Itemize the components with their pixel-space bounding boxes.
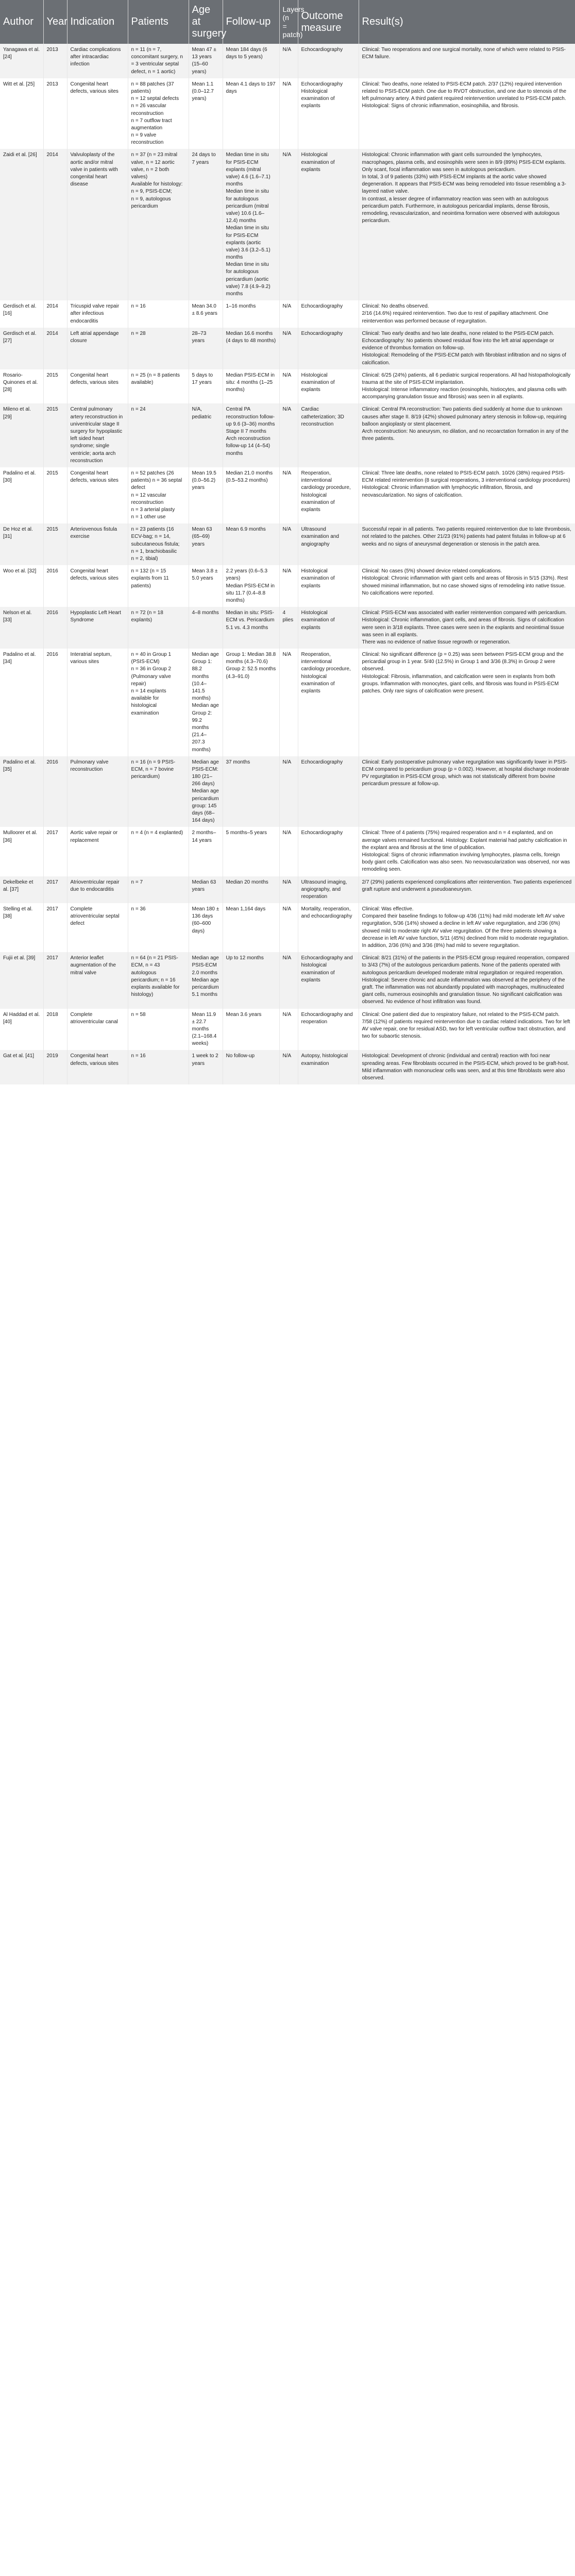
cell-year: 2014 (43, 328, 67, 369)
literature-review-table (0, 0, 575, 1084)
cell-results: Clinical: Central PA reconstruction: Two patients died suddenly at home due to unknown causes after stage II. 8/19 (42%) showed pulmonary artery stenosis in follow-up, requiring balloon angioplasty or stent placement. Arch reconstruction: No aneurysm, no dilation, and no recoarctation formation in any of the three patients. (359, 403, 575, 467)
cell-age: 5 days to 17 years (189, 369, 223, 404)
cell-patients: n = 64 (n = 21 PSIS-ECM, n = 43 autologous pericardium; n = 16 explants available for histology) (128, 952, 189, 1008)
table-row (0, 523, 575, 565)
cell-results: Clinical: No cases (5%) showed device related complications. Histological: Chronic inflammation with giant cells and areas of fibrosis in 5/15 (33%). Rest showed minimal inflammation, but no case showed signs of remodeling into native tissue. No calcifications were reported. (359, 565, 575, 607)
cell-results: Clinical: One patient died due to respiratory failure, not related to the PSIS-ECM patch. 7/58 (12%) of patients required reintervention due to cardiac related indications. Two for left AV valve repair, one for residual ASD, two for left ventricular outflow tract obstruction, and two for subaortic stenosis. (359, 1009, 575, 1050)
cell-indication: Left atrial appendage closure (67, 328, 128, 369)
cell-author: Gerdisch et al. [27] (0, 328, 43, 369)
cell-age: 2 months–14 years (189, 827, 223, 876)
cell-follow-up: Median 21.0 months (0.5–53.2 months) (223, 467, 279, 523)
cell-layers: N/A (279, 827, 298, 876)
cell-age: Mean 63 (65–69) years (189, 523, 223, 565)
table-row (0, 78, 575, 149)
table-row (0, 1009, 575, 1050)
table-row (0, 44, 575, 78)
cell-outcome: Echocardiography (298, 756, 359, 827)
cell-age: N/A, pediatric (189, 403, 223, 467)
cell-indication: Anterior leaflet augmentation of the mitral valve (67, 952, 128, 1008)
cell-patients: n = 7 (128, 876, 189, 904)
cell-results: Successful repair in all patients. Two patients required reintervention due to late thrombosis, not related to the patches. Other 21/23 (91%) patients had patent fistulas in follow-up at 6 weeks and no signs of aneurysmal degeneration or stenosis in the patch area. (359, 523, 575, 565)
cell-patients: n = 25 (n = 8 patients available) (128, 369, 189, 404)
cell-outcome: Echocardiography (298, 827, 359, 876)
cell-age: 4–8 months (189, 607, 223, 649)
column-header-follow-up: Follow-up (223, 0, 279, 44)
cell-follow-up: Up to 12 months (223, 952, 279, 1008)
table-row (0, 607, 575, 649)
cell-author: Stelling et al. [38] (0, 903, 43, 952)
cell-author: Al Haddad et al. [40] (0, 1009, 43, 1050)
cell-layers: N/A (279, 1050, 298, 1084)
cell-follow-up: Median 20 months (223, 876, 279, 904)
cell-outcome: Autopsy, histological examination (298, 1050, 359, 1084)
cell-outcome: Histological examination of explants (298, 369, 359, 404)
cell-patients: n = 88 patches (37 patients) n = 12 septal defects n = 26 vascular reconstruction n = 7 outflow tract augmentation n = 9 valve reconstruction (128, 78, 189, 149)
cell-year: 2016 (43, 565, 67, 607)
cell-indication: Cardiac complications after intracardiac infection (67, 44, 128, 78)
cell-outcome: Reoperation, interventional cardiology procedure, histological examination of explants (298, 467, 359, 523)
cell-year: 2013 (43, 44, 67, 78)
cell-author: Mileno et al. [29] (0, 403, 43, 467)
table-row (0, 876, 575, 904)
cell-patients: n = 132 (n = 15 explants from 11 patients) (128, 565, 189, 607)
cell-author: Witt et al. [25] (0, 78, 43, 149)
table-row (0, 403, 575, 467)
cell-year: 2015 (43, 523, 67, 565)
table-row (0, 952, 575, 1008)
table-row (0, 467, 575, 523)
cell-author: Yanagawa et al. [24] (0, 44, 43, 78)
cell-follow-up: Mean 3.6 years (223, 1009, 279, 1050)
cell-indication: Valvuloplasty of the aortic and/or mitral valve in patients with congenital heart disease (67, 149, 128, 300)
cell-layers: N/A (279, 952, 298, 1008)
cell-follow-up: Median time in situ for PSIS-ECM explants (mitral valve) 4.6 (1.6–7.1) months Median time in situ for autologous pericardium (mitral valve) 10.6 (1.6–12.4) months Median time in situ for PSIS-ECM explants (aortic valve) 3.6 (3.2–5.1) months Median time in situ for autologous pericardium (aortic valve) 7.8 (4.9–9.2) months (223, 149, 279, 300)
cell-outcome: Echocardiography (298, 300, 359, 328)
cell-results: Clinical: Two reoperations and one surgical mortality, none of which were related to PSIS-ECM failure. (359, 44, 575, 78)
cell-results: Clinical: 6/25 (24%) patients, all 6 pediatric surgical reoperations. All had histopathologically trauma at the site of PSIS-ECM implantation. Histological: Intense inflammatory reaction (eosinophils, histiocytes, and plasma cells with accompanying granulation tissue and fibrosis) was seen in all explants. (359, 369, 575, 404)
cell-patients: n = 4 (n = 4 explanted) (128, 827, 189, 876)
cell-patients: n = 11 (n = 7, concomitant surgery, n = 3 ventricular septal defect, n = 1 aortic) (128, 44, 189, 78)
cell-patients: n = 24 (128, 403, 189, 467)
cell-layers: 4 plies (279, 607, 298, 649)
cell-age: 1 week to 2 years (189, 1050, 223, 1084)
cell-patients: n = 28 (128, 328, 189, 369)
column-header-age: Age at surgery (189, 0, 223, 44)
cell-author: Woo et al. [32] (0, 565, 43, 607)
table-row (0, 369, 575, 404)
cell-year: 2014 (43, 300, 67, 328)
cell-indication: Pulmonary valve reconstruction (67, 756, 128, 827)
header-row (0, 0, 575, 44)
cell-age: Mean 47 ± 13 years (15–60 years) (189, 44, 223, 78)
cell-author: Gerdisch et al. [16] (0, 300, 43, 328)
cell-age: Median age PSIS-ECM 2.0 months Median age pericardium 5.1 months (189, 952, 223, 1008)
cell-indication: Congenital heart defects, various sites (67, 565, 128, 607)
cell-year: 2017 (43, 827, 67, 876)
cell-follow-up: Group 1: Median 38.8 months (4.3–70.6) Group 2: 52.5 months (4.3–91.0) (223, 649, 279, 756)
cell-layers: N/A (279, 300, 298, 328)
cell-outcome: Echocardiography and histological examination of explants (298, 952, 359, 1008)
cell-indication: Complete atrioventricular septal defect (67, 903, 128, 952)
cell-indication: Congenital heart defects, various sites (67, 1050, 128, 1084)
cell-age: Mean 1.1 (0.0–12.7 years) (189, 78, 223, 149)
cell-layers: N/A (279, 876, 298, 904)
cell-author: Padalino et al. [34] (0, 649, 43, 756)
cell-indication: Congenital heart defects, various sites (67, 369, 128, 404)
cell-indication: Arteriovenous fistula exercise (67, 523, 128, 565)
cell-patients: n = 37 (n = 23 mitral valve, n = 12 aortic valve, n = 2 both valves) Available for histology: n = 9, PSIS-ECM; n = 9, autologous pericardium (128, 149, 189, 300)
cell-author: Gat et al. [41] (0, 1050, 43, 1084)
cell-follow-up: Central PA reconstruction follow-up 9.6 (3–36) months Stage II 7 months Arch reconstruction follow-up 14 (4–54) months (223, 403, 279, 467)
cell-follow-up: 1–16 months (223, 300, 279, 328)
cell-results: Clinical: No deaths observed. 2/16 (14.6%) required reintervention. Two due to rest of papillary attachment. One reintervention was performed because of regurgitation. (359, 300, 575, 328)
cell-year: 2017 (43, 952, 67, 1008)
cell-outcome: Reoperation, interventional cardiology procedure, histological examination of explants (298, 649, 359, 756)
cell-year: 2019 (43, 1050, 67, 1084)
cell-follow-up: No follow-up (223, 1050, 279, 1084)
cell-follow-up: 37 months (223, 756, 279, 827)
table-body (0, 44, 575, 1084)
cell-layers: N/A (279, 44, 298, 78)
cell-patients: n = 58 (128, 1009, 189, 1050)
cell-year: 2016 (43, 607, 67, 649)
column-header-results: Result(s) (359, 0, 575, 44)
cell-layers: N/A (279, 78, 298, 149)
table-row (0, 1050, 575, 1084)
cell-layers: N/A (279, 565, 298, 607)
cell-age: Mean 3.8 ± 5.0 years (189, 565, 223, 607)
cell-follow-up: Mean 4.1 days to 197 days (223, 78, 279, 149)
cell-year: 2015 (43, 369, 67, 404)
cell-age: Median age PSIS-ECM: 180 (21–266 days) Median age pericardium group: 145 days (68–164 days) (189, 756, 223, 827)
cell-outcome: Echocardiography and reoperation (298, 1009, 359, 1050)
cell-results: Clinical: 8/21 (31%) of the patients in the PSIS-ECM group required reoperation, compared to 3/43 (7%) of the autologous pericardium patients. None of the patients operated with autologous pericardium developed moderate mitral regurgitation or required reoperation. Histological: Severe chronic and acute inflammation was observed at the periphery of the graft. The inflammation was not abundantly populated with macrophages, multinucleated giant cells, numerous eosinophils and granulation tissue. No significant calcification was observed. No evidence of host infiltration was found. (359, 952, 575, 1008)
cell-follow-up: Mean 6.9 months (223, 523, 279, 565)
cell-results: Clinical: Three of 4 patients (75%) required reoperation and n = 4 explanted, and on average valves remained functional. Histology: Explant material had patchy calcification in the explant area and fibrosis at the time of publication. Histological: Signs of chronic inflammation involving lymphocytes, plasma cells, foreign body giant cells. Calcification was also seen. No neovascularization was observed, nor was remodeling seen. (359, 827, 575, 876)
cell-indication: Central pulmonary artery reconstruction in univentricular stage II surgery for hypoplastic left sided heart syndrome; single ventricle; aorta arch reconstruction (67, 403, 128, 467)
cell-indication: Congenital heart defects, various sites (67, 467, 128, 523)
column-header-layers: Layers (n = patch) (279, 0, 298, 44)
column-header-patients: Patients (128, 0, 189, 44)
cell-results: Clinical: Three late deaths, none related to PSIS-ECM patch. 10/26 (38%) required PSIS-ECM related reintervention (8 surgical reoperations, 3 interventional cardiology procedures) Histological: Chronic inflammation with lymphocytic infiltration, fibrosis, and neovascularization. No signs of calcification. (359, 467, 575, 523)
cell-year: 2015 (43, 467, 67, 523)
cell-author: Rosario-Quinones et al. [28] (0, 369, 43, 404)
table-row (0, 300, 575, 328)
cell-author: Padalino et al. [30] (0, 467, 43, 523)
cell-results: Histological: Development of chronic (individual and central) reaction with foci near spreading areas. Few fibroblasts occurred in the PSIS-ECM, which proved to be graft-host. Mild inflammation with mononuclear cells was seen, and at this time fibroblasts were also observed. (359, 1050, 575, 1084)
cell-layers: N/A (279, 328, 298, 369)
cell-results: Clinical: PSIS-ECM was associated with earlier reintervention compared with pericardium. Histological: Chronic inflammation, giant cells, and areas of fibrosis. Signs of calcification were seen in 3/18 explants. Three cases were seen in the explants and neointimal tissue was seen in all explants. There was no evidence of native tissue regrowth or regeneration. (359, 607, 575, 649)
cell-indication: Aortic valve repair or replacement (67, 827, 128, 876)
cell-age: Median 63 years (189, 876, 223, 904)
cell-results: Clinical: Two deaths, none related to PSIS-ECM patch. 2/37 (12%) required intervention related to PSIS-ECM patch. One due to RVOT obstruction, and one due to stenosis of the left pulmonary artery. A third patient required reintervention unrelated to PSIS-ECM patch. Histological: Signs of chronic inflammation, eosinophilia, and fibrosis. (359, 78, 575, 149)
cell-layers: N/A (279, 369, 298, 404)
column-header-year: Year (43, 0, 67, 44)
cell-layers: N/A (279, 1009, 298, 1050)
cell-outcome: Histological examination of explants (298, 149, 359, 300)
column-header-outcome: Outcome measure (298, 0, 359, 44)
column-header-indication: Indication (67, 0, 128, 44)
cell-layers: N/A (279, 903, 298, 952)
blank-page-area (0, 2440, 575, 2576)
cell-follow-up: Median 16.6 months (4 days to 48 months) (223, 328, 279, 369)
cell-age: 28–73 years (189, 328, 223, 369)
cell-outcome: Echocardiography (298, 44, 359, 78)
cell-results: Clinical: Early postoperative pulmonary valve regurgitation was significantly lower in PSIS-ECM compared to pericardium group (p = 0.002). However, at hospital discharge moderate PV regurgitation in PSIS-ECM group, which was not statistically different from bovine pericardium pressure at follow-up. (359, 756, 575, 827)
table-row (0, 756, 575, 827)
cell-author: Zaidi et al. [26] (0, 149, 43, 300)
cell-layers: N/A (279, 467, 298, 523)
cell-outcome: Histological examination of explants (298, 565, 359, 607)
cell-outcome: Echocardiography (298, 328, 359, 369)
cell-year: 2017 (43, 903, 67, 952)
table-row (0, 827, 575, 876)
cell-author: Padalino et al. [35] (0, 756, 43, 827)
cell-layers: N/A (279, 649, 298, 756)
cell-year: 2016 (43, 756, 67, 827)
cell-year: 2014 (43, 149, 67, 300)
cell-patients: n = 16 (128, 1050, 189, 1084)
cell-follow-up: Median PSIS-ECM in situ: 4 months (1–25 months) (223, 369, 279, 404)
cell-results: Clinical: Was effective. Compared their baseline findings to follow-up 4/36 (11%) had mild moderate left AV valve regurgitation, 5/36 (14%) showed a decline in left AV valve regurgitation, and 2/36 (6%) showed mild to moderate right AV valve regurgitation. Of the three patients showing a decrease in left AV valve function, 5/11 (45%) declined from mild to moderate regurgitation. In addition, 2/36 (6%) and 3/36 (8%) had mild to severe regurgitation. (359, 903, 575, 952)
cell-results: Histological: Chronic inflammation with giant cells surrounded the lymphocytes, macrophages, plasma cells, and eosinophils were seen in 8/9 (89%) PSIS-ECM explants. Only scant, focal inflammation was seen in autologous pericardium. In total, 3 of 9 patients (33%) with PSIS-ECM implants at the aortic valve showed degeneration. It appears that PSIS-ECM was being remodeled into tissue resembling a 3-layered native valve. In contrast, a lesser degree of inflammatory reaction was seen with an autologous pericardium patch. Furthermore, in autologous pericardial implants, dense fibrosis, remodeling, revascularization, and neointima formation were observed with autologous pericardium. (359, 149, 575, 300)
cell-outcome: Histological examination of explants (298, 607, 359, 649)
cell-follow-up: Mean 1,164 days (223, 903, 279, 952)
cell-author: De Hoz et al. [31] (0, 523, 43, 565)
cell-year: 2015 (43, 403, 67, 467)
cell-indication: Hypoplastic Left Heart Syndrome (67, 607, 128, 649)
cell-layers: N/A (279, 149, 298, 300)
cell-results: Clinical: No significant difference (p = 0.25) was seen between PSIS-ECM group and the pericardial group in 1 year. 5/40 (12.5%) in Group 1 and 3/36 (8.3%) in Group 2 were observed. Histological: Fibrosis, inflammation, and calcification were seen in explants from both groups. Inflammation with monocytes, giant cells, and fibrosis was found in PSIS-ECM patches. Only rare signs of calcification were present. (359, 649, 575, 756)
cell-outcome: Echocardiography Histological examination of explants (298, 78, 359, 149)
cell-author: Fujii et al. [39] (0, 952, 43, 1008)
cell-year: 2016 (43, 649, 67, 756)
cell-age: Mean 34.0 ± 8.6 years (189, 300, 223, 328)
cell-results: Clinical: Two early deaths and two late deaths, none related to the PSIS-ECM patch. Echocardiography: No patients showed residual flow into the left atrial appendage or evidence of thrombus formation on follow-up. Histological: Remodeling of the PSIS-ECM patch with fibroblast infiltration and no signs of calcification. (359, 328, 575, 369)
cell-outcome: Mortality, reoperation, and echocardiography (298, 903, 359, 952)
cell-age: Median age Group 1: 88.2 months (10.4–141.5 months) Median age Group 2: 99.2 months (21.4–207.3 months) (189, 649, 223, 756)
cell-year: 2017 (43, 876, 67, 904)
cell-follow-up: Mean 184 days (6 days to 5 years) (223, 44, 279, 78)
cell-age: Mean 19.5 (0.0–56.2) years (189, 467, 223, 523)
cell-indication: Complete atrioventricular canal (67, 1009, 128, 1050)
cell-year: 2013 (43, 78, 67, 149)
cell-results: 2/7 (29%) patients experienced complications after reintervention. Two patients experienced graft rupture and underwent a pseudoaneurysm. (359, 876, 575, 904)
cell-patients: n = 52 patches (26 patients) n = 36 septal defect n = 12 vascular reconstruction n = 3 arterial plasty n = 1 other use (128, 467, 189, 523)
cell-age: Mean 180 ± 136 days (60–600 days) (189, 903, 223, 952)
cell-author: Dekelbeke et al. [37] (0, 876, 43, 904)
table-row (0, 903, 575, 952)
cell-follow-up: 2.2 years (0.6–5.3 years) Median PSIS-ECM in situ 11.7 (0.4–8.8 months) (223, 565, 279, 607)
cell-patients: n = 72 (n = 18 explants) (128, 607, 189, 649)
cell-indication: Tricuspid valve repair after infectious endocarditis (67, 300, 128, 328)
table-row (0, 149, 575, 300)
cell-follow-up: Median in situ: PSIS-ECM vs. Pericardium 5.1 vs. 4.3 months (223, 607, 279, 649)
cell-author: Mulloorer et al. [36] (0, 827, 43, 876)
cell-patients: n = 16 (n = 9 PSIS-ECM, n = 7 bovine pericardium) (128, 756, 189, 827)
cell-year: 2018 (43, 1009, 67, 1050)
table-row (0, 649, 575, 756)
cell-outcome: Ultrasound examination and angiography (298, 523, 359, 565)
cell-patients: n = 40 in Group 1 (PSIS-ECM) n = 36 in Group 2 (Pulmonary valve repair) n = 14 explants available for histological examination (128, 649, 189, 756)
table-row (0, 565, 575, 607)
column-header-author: Author (0, 0, 43, 44)
cell-indication: Interatrial septum, various sites (67, 649, 128, 756)
cell-age: 24 days to 7 years (189, 149, 223, 300)
cell-indication: Congenital heart defects, various sites (67, 78, 128, 149)
table-row (0, 328, 575, 369)
cell-layers: N/A (279, 403, 298, 467)
cell-layers: N/A (279, 523, 298, 565)
cell-patients: n = 23 patients (16 ECV-bag; n = 14, subcutaneous fistula; n = 1, brachiobasilic n = 2, tibial) (128, 523, 189, 565)
cell-patients: n = 16 (128, 300, 189, 328)
cell-patients: n = 36 (128, 903, 189, 952)
cell-author: Nelson et al. [33] (0, 607, 43, 649)
cell-outcome: Cardiac catheterization; 3D reconstruction (298, 403, 359, 467)
cell-follow-up: 5 months–5 years (223, 827, 279, 876)
cell-indication: Atrioventricular repair due to endocarditis (67, 876, 128, 904)
cell-age: Mean 11.9 ± 22.7 months (2.1–168.4 weeks) (189, 1009, 223, 1050)
cell-layers: N/A (279, 756, 298, 827)
table-header (0, 0, 575, 44)
cell-outcome: Ultrasound imaging, angiography, and reoperation (298, 876, 359, 904)
